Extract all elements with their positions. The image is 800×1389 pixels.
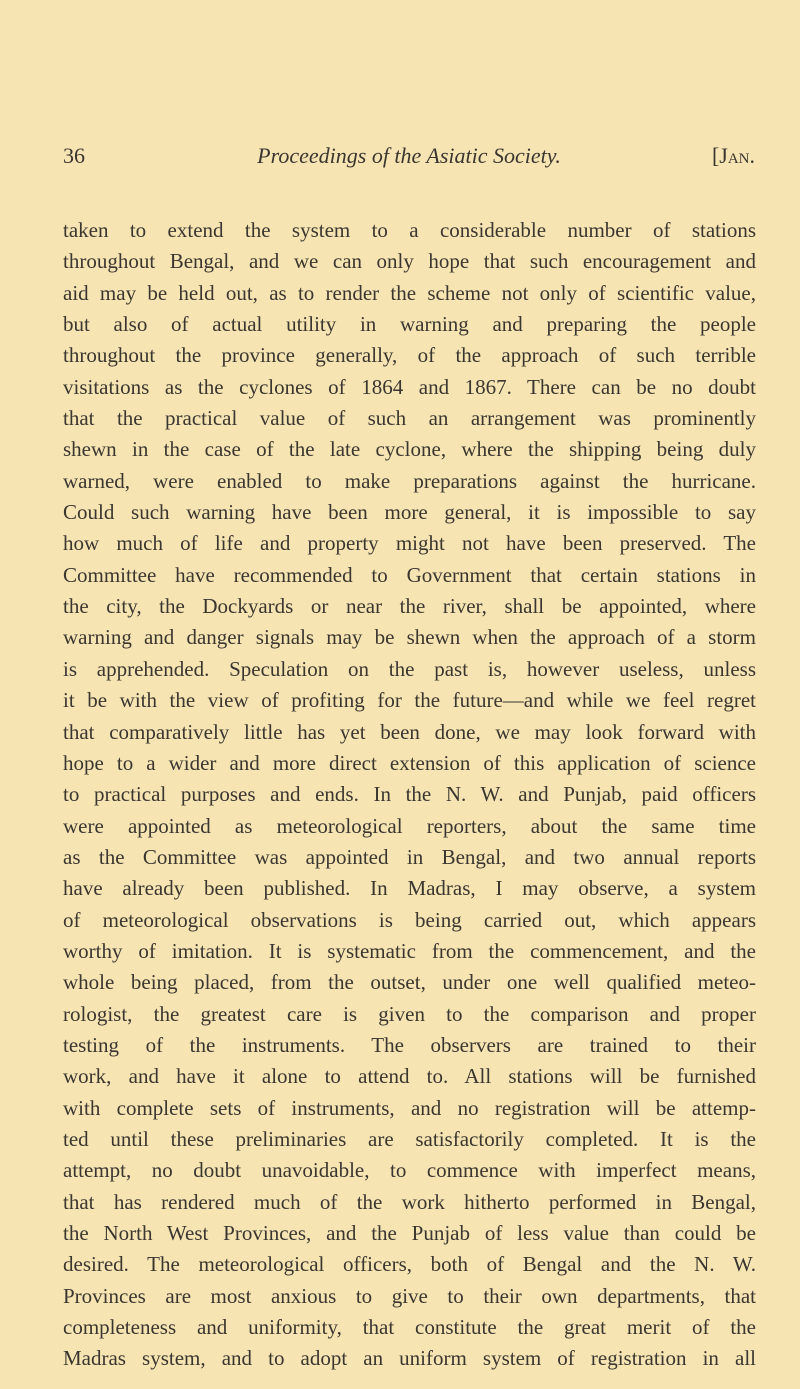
text-line: the North West Provinces, and the Punjab of less value than could be [63,1221,756,1245]
text-line: completeness and uniformity, that constitute the great merit of the [63,1315,756,1340]
text-line: as the Committee was appointed in Bengal, and two annual reports [63,844,756,869]
text-line: how much of life and property might not have been preserved. The [63,531,756,556]
text-line: that comparatively little has yet been done, we may look forward with [63,719,756,744]
text-line: work, and have it alone to attend to. All stations will be furnished [63,1064,756,1089]
text-line: warning and danger signals may be shewn when the approach of a storm [63,625,756,650]
text-line: is apprehended. Speculation on the past is, however useless, unless [63,656,756,681]
text-line: were appointed as meteorological reporters, about the same time [63,813,756,838]
text-line: taken to extend the system to a considerable number of stations [63,218,756,242]
text-line: whole being placed, from the outset, under one well qualified meteo- [63,970,756,995]
text-line: hope to a wider and more direct extension of this application of science [63,750,756,775]
text-line: aid may be held out, as to render the scheme not only of scientific value, [63,280,756,305]
text-line: but also of actual utility in warning and preparing the people [63,312,756,337]
text-line: Committee have recommended to Government that certain stations in [63,562,756,587]
text-line: of meteorological observations is being carried out, which appears [63,907,756,932]
page-number: 36 [63,143,85,168]
running-header [63,143,755,177]
running-title: Proceedings of the Asiatic Society. [257,143,561,168]
text-line: visitations as the cyclones of 1864 and 1867. There can be no doubt [63,374,756,399]
text-line: throughout Bengal, and we can only hope that such encouragement and [63,249,756,274]
text-line: have already been published. In Madras, I may observe, a system [63,876,756,901]
text-line: Madras system, and to adopt an uniform system of registration in all [63,1346,756,1371]
text-line: with complete sets of instruments, and no registration will be attemp- [63,1095,756,1120]
header-month: [Jan. [711,143,755,168]
text-line: Could such warning have been more general, it is impossible to say [63,500,756,525]
text-line: shewn in the case of the late cyclone, where the shipping being duly [63,437,756,462]
text-line: to practical purposes and ends. In the N. W. and Punjab, paid officers [63,782,756,807]
text-line: attempt, no doubt unavoidable, to commence with imperfect means, [63,1158,756,1183]
text-line: that has rendered much of the work hitherto performed in Bengal, [63,1189,756,1214]
text-line: that the practical value of such an arrangement was prominently [63,406,756,431]
text-line: worthy of imitation. It is systematic from the commencement, and the [63,938,756,963]
text-line: the city, the Dockyards or near the river, shall be appointed, where [63,594,756,619]
text-line: Provinces are most anxious to give to their own departments, that [63,1283,756,1308]
text-line: warned, were enabled to make preparations against the hurricane. [63,468,756,493]
text-line: it be with the view of profiting for the future—and while we feel regret [63,688,756,713]
body-text [63,215,756,1375]
text-line: rologist, the greatest care is given to the comparison and proper [63,1001,756,1026]
text-line: throughout the province generally, of the approach of such terrible [63,343,756,368]
text-line: desired. The meteorological officers, both of Bengal and the N. W. [63,1252,756,1277]
text-line: testing of the instruments. The observers are trained to their [63,1032,756,1057]
text-line: ted until these preliminaries are satisfactorily completed. It is the [63,1126,756,1151]
